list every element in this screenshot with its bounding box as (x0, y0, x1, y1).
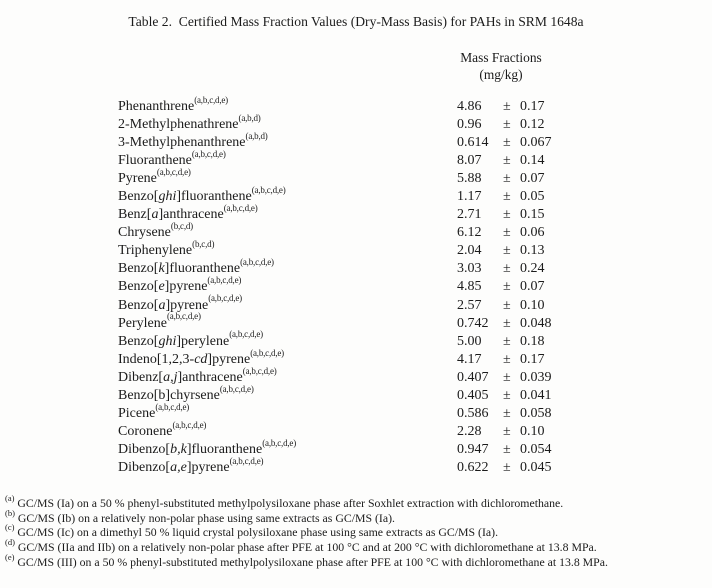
footnote-marker: (c) (5, 522, 15, 533)
plus-minus-sign: ± (503, 351, 511, 367)
footnote-marker: (a) (5, 493, 15, 504)
plus-minus-sign: ± (503, 423, 511, 439)
table-row (0, 383, 712, 406)
compound-name-segment: ]pyrene (164, 279, 208, 295)
compound-name (118, 437, 297, 458)
mass-fraction-value: 0.622 (457, 459, 489, 475)
mass-fraction-value: 0.96 (457, 117, 482, 133)
compound-name-segment: ghi (158, 333, 177, 349)
table-row (0, 311, 712, 334)
plus-minus-sign: ± (503, 261, 511, 277)
compound-name-segment: Benzo[b]chyrsene (118, 387, 220, 403)
compound-name (118, 221, 193, 241)
plus-minus-sign: ± (503, 315, 511, 331)
plus-minus-sign: ± (503, 225, 511, 241)
footnote-text: GC/MS (Ia) on a 50 % phenyl-substituted methylpolysiloxane phase after Soxhlet extraction with dichloromethane. (14, 496, 564, 510)
compound-name (118, 94, 228, 115)
compound-name-segment: ]pyrene (165, 297, 209, 313)
uncertainty-value: 0.05 (520, 189, 545, 205)
uncertainty-value: 0.17 (520, 351, 545, 367)
plus-minus-sign: ± (503, 207, 511, 223)
compound-name-segment: Picene (118, 405, 156, 421)
footnote-markers: (a,b,c,d,e) (229, 455, 264, 466)
uncertainty-value: 0.045 (520, 459, 552, 475)
footnote-markers: (a,b,c,d,e) (219, 383, 254, 394)
compound-name-segment: Benzo[ (118, 189, 159, 205)
plus-minus-sign: ± (503, 369, 511, 385)
uncertainty-value: 0.041 (520, 387, 552, 403)
plus-minus-sign: ± (503, 387, 511, 403)
uncertainty-value: 0.10 (520, 297, 545, 313)
compound-name-segment: 2-Methylphenathrene (118, 117, 239, 133)
compound-name-segment: Perylene (118, 315, 167, 331)
compound-name-segment: Benzo[ (118, 261, 159, 277)
compound-name-segment: k (158, 261, 165, 277)
compound-name-segment: a (151, 207, 159, 223)
compound-name-segment: Benzo[ (118, 297, 159, 313)
plus-minus-sign: ± (503, 297, 511, 313)
compound-name-segment: Phenanthrene (118, 99, 195, 114)
uncertainty-value: 0.054 (520, 441, 552, 457)
compound-name-segment: Benzo[ (118, 279, 159, 295)
footnote-markers: (a,b,c,d,e) (262, 437, 297, 448)
footnotes (5, 493, 707, 570)
table-row (0, 365, 712, 388)
compound-name (118, 112, 261, 133)
footnote (5, 507, 707, 526)
footnote-markers: (a,b,c,d,e) (223, 203, 258, 214)
uncertainty-value: 0.10 (520, 423, 545, 439)
compound-name-segment: ]fluoranthene (164, 261, 241, 277)
compound-name-segment: Pyrene (118, 171, 157, 187)
plus-minus-sign: ± (503, 459, 511, 475)
mass-fraction-value: 1.17 (457, 189, 482, 205)
table-row (0, 203, 712, 225)
compound-name-segment: a (158, 297, 166, 313)
footnote-markers: (a,b,c,d,e) (155, 401, 190, 412)
mass-fraction-value: 8.07 (457, 153, 482, 169)
table-row (0, 275, 712, 297)
table-row (0, 167, 712, 189)
table-row (0, 329, 712, 352)
compound-name (118, 167, 191, 187)
footnote-markers: (a,b,d) (245, 130, 268, 141)
mass-fraction-value: 4.17 (457, 351, 482, 367)
footnote-marker: (b) (5, 507, 15, 518)
mass-fraction-value: 2.71 (457, 207, 482, 223)
mass-fraction-value: 6.12 (457, 225, 482, 241)
uncertainty-value: 0.17 (520, 99, 545, 114)
footnote (5, 522, 707, 540)
uncertainty-value: 0.048 (520, 315, 552, 331)
footnote-markers: (a,b,c,d,e) (207, 275, 242, 286)
table-row (0, 455, 712, 478)
mass-fraction-value: 0.586 (457, 405, 489, 421)
table-row (0, 185, 712, 207)
compound-name-segment: ]anthracene (158, 207, 224, 223)
footnote-marker: (e) (5, 551, 15, 562)
plus-minus-sign: ± (503, 135, 511, 151)
footnote-text: GC/MS (IIa and IIb) on a relatively non-polar phase after PFE at 100 °C and at 200 °C with dichloromethane at 13.8 MPa. (14, 540, 597, 555)
uncertainty-value: 0.058 (520, 405, 552, 421)
footnote-markers: (a,b,d) (238, 112, 261, 123)
mass-fraction-value: 0.742 (457, 315, 489, 331)
plus-minus-sign: ± (503, 279, 511, 295)
mass-fraction-value: 5.88 (457, 171, 482, 187)
mass-fraction-value: 2.04 (457, 243, 482, 259)
mass-fraction-value: 3.03 (457, 261, 482, 277)
table-row (0, 130, 712, 153)
mass-fraction-value: 0.614 (457, 135, 489, 151)
footnote (5, 493, 707, 511)
compound-name (118, 311, 201, 332)
compound-name-segment: ]perylene (176, 333, 230, 349)
uncertainty-value: 0.07 (520, 279, 545, 295)
compound-name-segment: e (158, 279, 165, 295)
plus-minus-sign: ± (503, 153, 511, 169)
column-header-line1: Mass Fractions (460, 50, 542, 65)
compound-name-segment: ]fluoranthene (186, 441, 263, 457)
plus-minus-sign: ± (503, 243, 511, 259)
mass-fraction-value: 2.57 (457, 297, 482, 313)
compound-name (118, 329, 263, 350)
footnote-text: GC/MS (Ic) on a dimethyl 50 % liquid crystal polysiloxane phase using same extracts as GC/MS (Ia). (14, 525, 499, 540)
mass-fraction-value: 0.405 (457, 387, 489, 403)
plus-minus-sign: ± (503, 405, 511, 421)
compound-name (118, 257, 274, 277)
column-header-line2: (mg/kg) (479, 66, 523, 82)
compound-name-segment: 3-Methylphenanthrene (118, 135, 246, 151)
table-row (0, 401, 712, 424)
mass-fraction-value: 0.947 (457, 441, 489, 457)
footnote-markers: (a,b,c,d,e) (194, 94, 228, 105)
compound-name-segment: cd (194, 351, 208, 367)
compound-name (118, 419, 207, 440)
plus-minus-sign: ± (503, 333, 511, 349)
column-header (438, 50, 564, 83)
uncertainty-value: 0.12 (520, 117, 545, 133)
footnote-markers: (a,b,c,d,e) (229, 329, 263, 340)
uncertainty-value: 0.24 (520, 261, 545, 277)
plus-minus-sign: ± (503, 171, 511, 187)
compound-name-segment: ghi (158, 189, 177, 205)
compound-name-segment: ]pyrene (207, 351, 251, 367)
footnote-markers: (a,b,c,d,e) (191, 148, 226, 159)
mass-fraction-value: 5.00 (457, 333, 482, 349)
compound-name-segment: Coronene (118, 423, 173, 439)
table-row (0, 419, 712, 442)
footnote-markers: (a,b,c,d,e) (250, 347, 284, 358)
compound-name-segment: Dibenzo[ (118, 459, 171, 475)
table-row (0, 347, 712, 370)
uncertainty-value: 0.13 (520, 243, 545, 259)
footnote-markers: (a,b,c,d,e) (251, 185, 286, 196)
compound-name-segment: a,j (163, 369, 178, 385)
footnote-markers: (b,c,d) (170, 221, 193, 232)
compound-name (118, 185, 286, 205)
uncertainty-value: 0.067 (520, 135, 552, 151)
footnote-marker: (d) (5, 537, 15, 548)
footnote-markers: (b,c,d) (192, 239, 215, 250)
table-row (0, 112, 712, 135)
table-row (0, 94, 712, 117)
table-row (0, 221, 712, 243)
plus-minus-sign: ± (503, 117, 511, 133)
compound-name-segment: ]fluoranthene (176, 189, 252, 205)
compound-name-segment: Fluoranthene (118, 153, 192, 169)
uncertainty-value: 0.15 (520, 207, 545, 223)
compound-name-segment: Indeno[1,2,3- (118, 351, 195, 367)
compound-name-segment: b,k (170, 441, 187, 457)
uncertainty-value: 0.06 (520, 225, 545, 241)
compound-name-segment: ]pyrene (186, 459, 230, 475)
compound-name-segment: Triphenylene (118, 243, 193, 259)
compound-name-segment: Benz[ (118, 207, 152, 223)
plus-minus-sign: ± (503, 441, 511, 457)
footnote (5, 551, 707, 570)
footnote-markers: (a,b,c,d,e) (172, 419, 207, 430)
compound-name-segment: ]anthracene (177, 369, 243, 385)
footnote-text: GC/MS (Ib) on a relatively non-polar phase using same extracts as GC/MS (Ia). (14, 510, 395, 525)
mass-fraction-value: 0.407 (457, 369, 489, 385)
table-row (0, 437, 712, 460)
footnote-markers: (a,b,c,d,e) (156, 167, 191, 178)
mass-fraction-value: 2.28 (457, 423, 482, 439)
uncertainty-value: 0.07 (520, 171, 545, 187)
compound-name (118, 455, 264, 476)
plus-minus-sign: ± (503, 189, 511, 205)
uncertainty-value: 0.039 (520, 369, 552, 385)
compound-name-segment: Benzo[ (118, 333, 159, 349)
footnote (5, 537, 707, 555)
compound-name-segment: Dibenzo[ (118, 441, 171, 457)
footnote-markers: (a,b,c,d,e) (240, 257, 274, 268)
mass-fraction-value: 4.85 (457, 279, 482, 295)
compound-name-segment: Chrysene (118, 225, 171, 241)
footnote-markers: (a,b,c,d,e) (242, 365, 277, 376)
table-rows (0, 94, 712, 478)
footnote-markers: (a,b,c,d,e) (166, 311, 201, 322)
table-row (0, 148, 712, 171)
footnote-markers: (a,b,c,d,e) (208, 293, 242, 304)
table-title: Table 2. Certified Mass Fraction Values (Dry-Mass Basis) for PAHs in SRM 1648a (128, 14, 584, 29)
table-row (0, 239, 712, 261)
uncertainty-value: 0.18 (520, 333, 545, 349)
compound-name-segment: Dibenz[ (118, 369, 164, 385)
table-row (0, 257, 712, 279)
footnote-text: GC/MS (III) on a 50 % phenyl-substituted methylpolysiloxane phase after PFE at 100 °C with dichloromethane at 13.8 MPa. (14, 554, 608, 569)
compound-name-segment: a,e (170, 459, 187, 475)
plus-minus-sign: ± (503, 99, 511, 114)
compound-name (118, 239, 215, 259)
mass-fraction-value: 4.86 (457, 99, 482, 114)
table-row (0, 293, 712, 316)
uncertainty-value: 0.14 (520, 153, 545, 169)
